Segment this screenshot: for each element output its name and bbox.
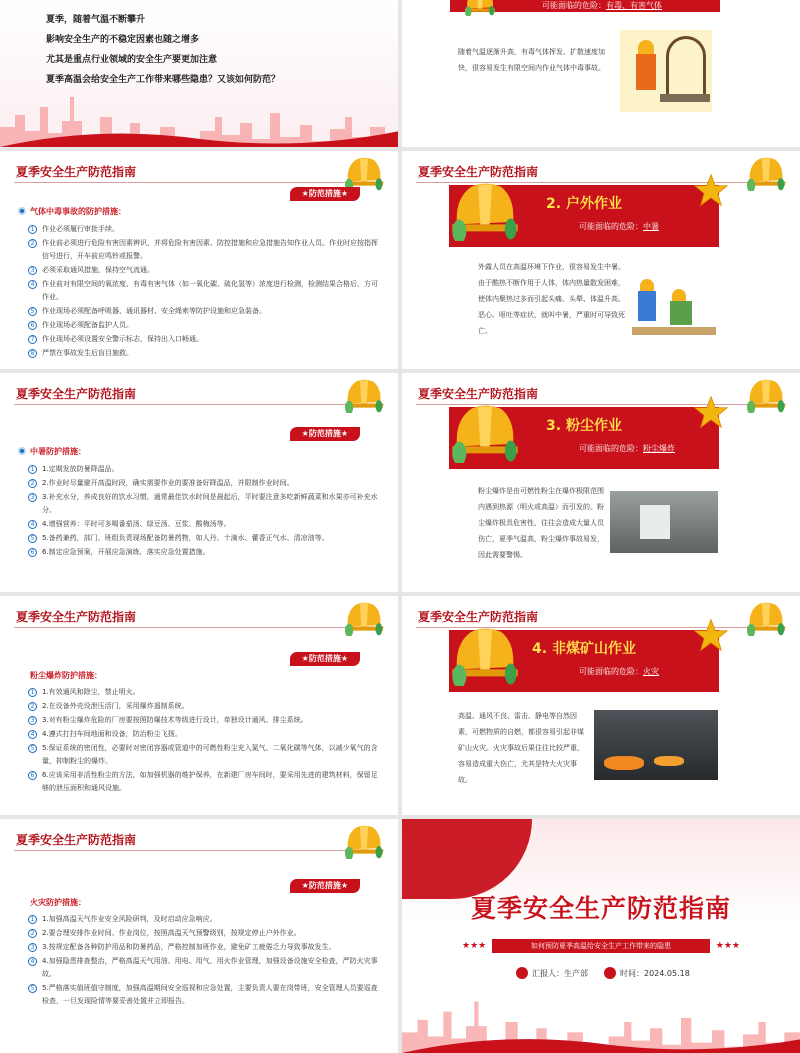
topic-title: 4. 非煤矿山作业 <box>532 641 636 657</box>
section-title <box>30 670 102 681</box>
item-text: 6.制定应急预案，开展应急演练，落实应急处置措施。 <box>42 548 210 556</box>
item-text: 作业必须履行审批手续。 <box>42 225 119 233</box>
intro-line: 夏季高温会给安全生产工作带来哪些隐患？又该如何防范？ <box>46 75 281 85</box>
mine-body: 高温、通风不良、雷击、静电等自然因素，可燃物质的自燃，都很容易引起非煤矿山火灾。火灾事故后果往往比较严重，容易造成重大伤亡，尤其是特大火灾事故。 <box>458 712 584 784</box>
header-divider <box>14 404 384 405</box>
item-text: 3.补充水分，养成良好的饮水习惯，通常最佳饮水时间是晨起后，平时要注意多吃新鲜蔬菜和水果亦可补充水分。 <box>42 493 378 514</box>
header-divider <box>14 850 384 851</box>
header-title: 夏季安全生产防范指南 <box>418 387 539 401</box>
star-icon <box>694 395 728 429</box>
item-text: 4.遵式打扫车间地面和设备，防治粉尘飞扬。 <box>42 730 182 738</box>
header-title: 夏季安全生产防范指南 <box>418 610 539 624</box>
gas-body: 随着气温逐渐升高，有毒气体挥发、扩散速度加快，很容易发生有限空间内作业气体中毒事故。 <box>458 48 605 72</box>
list-item <box>28 769 380 795</box>
item-text: 2.在设备外壳设泄压活门，采用爆炸遏制系统。 <box>42 702 189 710</box>
item-text: 1.定期发放防暑降温品。 <box>42 465 119 473</box>
list-item <box>28 518 380 531</box>
list-item <box>28 305 380 318</box>
list-item <box>28 714 380 727</box>
item-text: 4.加强隐患排查整治，严格高温天气用油、用电、用气、用火作业管理，加强设备设施安全检查，严防火灾事故。 <box>42 957 378 978</box>
risk-value: 中暑 <box>643 222 659 231</box>
slide-outdoor <box>402 151 800 369</box>
item-text: 2.作业时尽量避开高温时段，确实需要作业的要准备好降温品，并限制作业时间。 <box>42 479 294 487</box>
helmet-icon <box>342 153 386 191</box>
bullet-dot-icon <box>18 207 26 215</box>
section-title <box>30 206 126 217</box>
item-text: 3.对有粉尘爆炸危险的厂房要按照防爆技术等级进行设计，单独设计通风、排尘系统。 <box>42 716 308 724</box>
mine-fire-photo <box>594 710 718 780</box>
star-icon <box>694 618 728 652</box>
item-text: 严禁在事故发生后盲目施救。 <box>42 349 133 357</box>
list-item <box>28 927 380 940</box>
section-title-text: 中暑防护措施： <box>30 447 86 456</box>
city-skyline-icon <box>0 87 398 147</box>
number-badge-icon: 5 <box>28 534 37 543</box>
number-badge-icon: 3 <box>28 716 37 725</box>
item-text: 2.要合理安排作业时间、作业岗位，按照高温天气预警级别，按规定停止户外作业。 <box>42 929 301 937</box>
dust-explosion-photo <box>610 491 718 553</box>
number-badge-icon: 6 <box>28 548 37 557</box>
number-badge-icon: 8 <box>28 349 37 358</box>
list-item <box>28 264 380 277</box>
slide-intro <box>0 0 398 147</box>
number-badge-icon: 5 <box>28 984 37 993</box>
header-title: 夏季安全生产防范指南 <box>16 833 137 847</box>
number-badge-icon: 1 <box>28 465 37 474</box>
cover-subtitle: 如何预防夏季高温给安全生产工作带来的隐患 <box>531 942 671 950</box>
intro-line: 夏季，随着气温不断攀升 <box>46 15 146 25</box>
risk-label: 可能面临的危险： <box>579 667 643 676</box>
section-title-text: 粉尘爆炸防护措施： <box>30 671 102 680</box>
section-title-text: 火灾防护措施： <box>30 898 86 907</box>
number-badge-icon: 6 <box>28 771 37 780</box>
list-item <box>28 532 380 545</box>
header-divider <box>14 627 384 628</box>
measures-tag: ★防范措施★ <box>290 427 360 441</box>
list-item <box>28 686 380 699</box>
number-badge-icon: 7 <box>28 335 37 344</box>
number-badge-icon: 4 <box>28 730 37 739</box>
number-badge-icon: 4 <box>28 280 37 289</box>
intro-lines <box>46 10 280 90</box>
item-text: 作业前对有限空间的氧浓度、有毒有害气体（如一氧化碳、硫化氢等）浓度进行检测，检测结果合格后，方可作业。 <box>42 280 378 301</box>
slide-gas-top <box>402 0 800 147</box>
risk-label: 可能面临的危险： <box>579 444 643 453</box>
number-badge-icon: 1 <box>28 688 37 697</box>
list-item <box>28 319 380 332</box>
number-badge-icon: 3 <box>28 943 37 952</box>
topic-title: 2. 户外作业 <box>546 196 622 212</box>
risk-line <box>579 221 659 232</box>
fire-measures-list <box>28 913 380 1009</box>
list-item <box>28 477 380 490</box>
helmet-large-icon <box>450 620 520 686</box>
number-badge-icon: 4 <box>28 520 37 529</box>
number-badge-icon: 2 <box>28 239 37 248</box>
header-title: 夏季安全生产防范指南 <box>16 387 137 401</box>
helmet-large-icon <box>450 397 520 463</box>
item-text: 1.有效通风和除尘，禁止明火。 <box>42 688 140 696</box>
risk-value: 火灾 <box>643 667 659 676</box>
header-title: 夏季安全生产防范指南 <box>418 165 539 179</box>
risk-label: 可能面临的危险： <box>542 1 606 10</box>
measures-tag: ★防范措施★ <box>290 187 360 201</box>
section-title <box>30 446 86 457</box>
helmet-icon <box>744 598 788 636</box>
list-item <box>28 463 380 476</box>
slide-fire-measures <box>0 819 398 1053</box>
number-badge-icon: 2 <box>28 929 37 938</box>
list-item <box>28 955 380 981</box>
risk-line <box>542 0 662 11</box>
dust-body: 粉尘爆炸是由可燃性粉尘在爆炸极限范围内遇到热源（明火或高温）而引发的。粉尘爆炸极具危害性，往往会造成大量人员伤亡，夏季气温高，粉尘爆炸事故易发，因此需要警惕。 <box>478 487 604 559</box>
list-item <box>28 728 380 741</box>
list-item <box>28 546 380 559</box>
user-icon <box>516 967 528 979</box>
number-badge-icon: 3 <box>28 493 37 502</box>
number-badge-icon: 1 <box>28 225 37 234</box>
measures-tag: ★防范措施★ <box>290 879 360 893</box>
number-badge-icon: 1 <box>28 915 37 924</box>
helmet-icon <box>460 0 500 16</box>
item-text: 作业现场必须配备监护人员。 <box>42 321 133 329</box>
item-text: 1.加强高温天气作业安全风险研判，及时启动应急响应。 <box>42 915 217 923</box>
date-row <box>604 967 690 979</box>
item-text: 5.保证系统的密闭性，必要时对密闭容器或管道中的可燃性粉尘充入氮气、二氧化碳等气体，以减少氧气的含量，抑制粉尘的爆炸。 <box>42 744 378 765</box>
list-item <box>28 913 380 926</box>
helmet-icon <box>342 821 386 859</box>
decor-stars: ★★★ <box>715 941 740 951</box>
workers-illustration <box>632 269 716 335</box>
number-badge-icon: 2 <box>28 702 37 711</box>
list-item <box>28 742 380 768</box>
gas-measures-list <box>28 223 380 361</box>
clock-icon <box>604 967 616 979</box>
helmet-icon <box>342 375 386 413</box>
list-item <box>28 491 380 517</box>
slide-cover <box>402 819 800 1053</box>
helmet-icon <box>744 375 788 413</box>
item-text: 作业现场必须配备呼吸器、通讯器材、安全绳索等防护设施和应急装备。 <box>42 307 266 315</box>
heat-measures-list <box>28 463 380 560</box>
number-badge-icon: 4 <box>28 957 37 966</box>
cover-title: 夏季安全生产防范指南 <box>470 894 731 923</box>
section-title <box>30 897 86 908</box>
item-text: 作业现场必须设置安全警示标志，保持出入口畅通。 <box>42 335 203 343</box>
number-badge-icon: 2 <box>28 479 37 488</box>
number-badge-icon: 6 <box>28 321 37 330</box>
list-item <box>28 223 380 236</box>
item-text: 6.应该采用非活性粉尘的方法，如加强机器的维护保养，在新建厂房车间时，要采用先进的建筑材料，保留足够的泄压面积和通风设施。 <box>42 771 378 792</box>
city-skyline-icon <box>402 991 800 1053</box>
number-badge-icon: 5 <box>28 307 37 316</box>
risk-value: 粉尘爆炸 <box>643 444 675 453</box>
intro-line: 尤其是重点行业领域的安全生产要更加注意 <box>46 55 218 65</box>
item-text: 4.增强营养：平时可多喝番茄汤、绿豆汤、豆浆、酸梅汤等。 <box>42 520 231 528</box>
list-item <box>28 237 380 263</box>
risk-value: 有毒、有害气体 <box>606 1 662 10</box>
slide-heat-measures <box>0 373 398 592</box>
slide-dust-measures <box>0 596 398 815</box>
reporter-row <box>516 967 588 979</box>
list-item <box>28 347 380 360</box>
item-text: 作业前必须进行危险有害因素辨识，并将危险有害因素、防控措施和应急措施告知作业人员。作业时应按指挥信号进行，开车前应鸣铃或报警。 <box>42 239 378 260</box>
worker-illustration <box>620 30 712 112</box>
decor-stars: ★★★ <box>462 941 487 951</box>
helmet-icon <box>342 598 386 636</box>
measures-tag: ★防范措施★ <box>290 652 360 666</box>
item-text: 必须采取通风措施，保持空气流通。 <box>42 266 154 274</box>
red-flag-shape <box>402 819 532 899</box>
list-item <box>28 700 380 713</box>
section-title-text: 气体中毒事故的防护措施： <box>30 207 126 216</box>
topic-title: 3. 粉尘作业 <box>546 418 622 434</box>
outdoor-body: 外露人员在高温环境下作业，很容易发生中暑。由于酷热不断作用于人体，体内热量散发困难，使体内聚热过多而引起头痛、头晕、体温升高、恶心、呕吐等症状，就叫中暑，严重时可导致死亡。 <box>478 263 625 335</box>
header-divider <box>14 182 384 183</box>
bullet-dot-icon <box>18 447 26 455</box>
header-title: 夏季安全生产防范指南 <box>16 165 137 179</box>
cover-subtitle-row <box>402 939 800 953</box>
header-title: 夏季安全生产防范指南 <box>16 610 137 624</box>
dust-measures-list <box>28 686 380 796</box>
slide-gas-measures <box>0 151 398 369</box>
helmet-icon <box>744 153 788 191</box>
risk-line <box>579 443 675 454</box>
list-item <box>28 278 380 304</box>
date-text: 时间：2024.05.18 <box>620 968 690 978</box>
intro-line: 影响安全生产的不稳定因素也随之增多 <box>46 35 200 45</box>
list-item <box>28 333 380 346</box>
list-item <box>28 982 380 1008</box>
item-text: 3.按规定配备各种防护用品和防暑药品，严格控制加班作业，避免矿工疲倦乏力导致事故发生。 <box>42 943 336 951</box>
reporter-text: 汇报人：生产部 <box>532 968 588 978</box>
risk-label: 可能面临的危险： <box>579 222 643 231</box>
helmet-large-icon <box>450 175 520 241</box>
number-badge-icon: 5 <box>28 744 37 753</box>
list-item <box>28 941 380 954</box>
item-text: 5.严格落实值班值守制度，加强高温期间安全巡视和应急处置，主要负责人要在岗带班，安全管理人员要巡查检查，一旦发现险情等要妥善处置并立即报告。 <box>42 984 378 1005</box>
slide-mine <box>402 596 800 815</box>
slide-dust <box>402 373 800 592</box>
risk-line <box>579 666 659 677</box>
item-text: 5.备药兼药，部门、班组负责现场配备防暑药物，如人丹、十滴水、藿香正气水、清凉油等。 <box>42 534 329 542</box>
number-badge-icon: 3 <box>28 266 37 275</box>
star-icon <box>694 173 728 207</box>
